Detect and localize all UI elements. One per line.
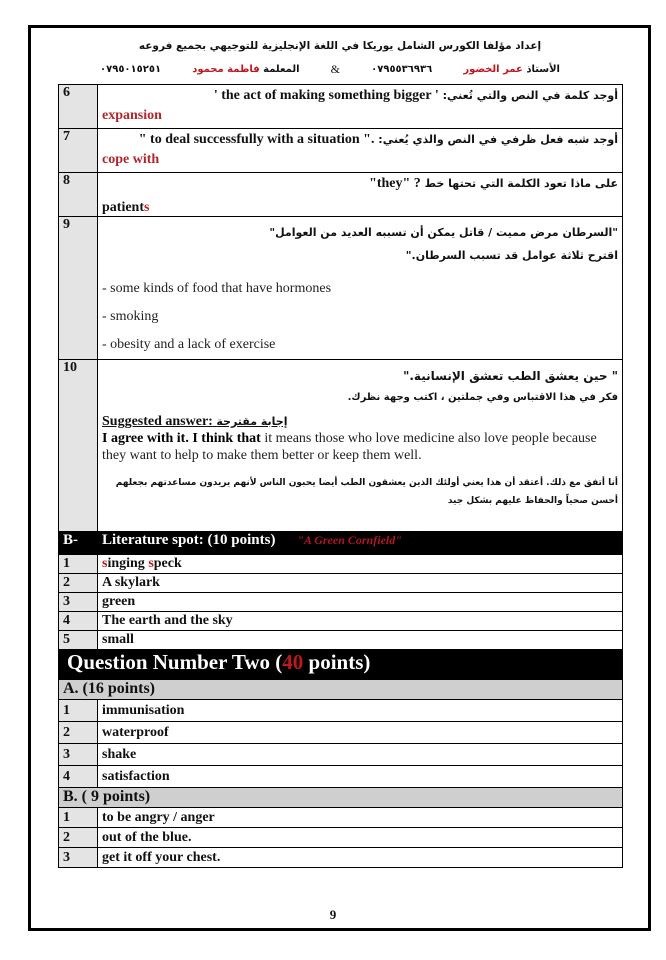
part-a-label: A. (16 points) — [59, 680, 623, 700]
item-answer: waterproof — [98, 722, 623, 744]
literature-row — [59, 574, 623, 593]
item-number: 2 — [59, 828, 98, 848]
question-two-title — [59, 650, 623, 680]
answer-item: - obesity and a lack of exercise — [102, 337, 276, 352]
answer-main: patient — [102, 200, 144, 215]
part-a-row — [59, 722, 623, 744]
prompt-en: " to deal successfully with a situation ". — [138, 132, 375, 147]
suggested-label-ar: إجابة مقترحة — [216, 415, 288, 428]
literature-title-cell — [98, 532, 623, 555]
red-letter: s — [148, 556, 154, 571]
question-number: 7 — [59, 129, 98, 173]
part-a-row — [59, 700, 623, 722]
prompt-ar: على ماذا تعود الكلمة التي تحتها خط — [424, 177, 618, 190]
teacher-1 — [463, 64, 560, 75]
teacher-2-name: فاطمة محمود — [192, 64, 260, 75]
teacher-1-title: الأستاذ — [526, 64, 560, 75]
item-answer: to be angry / anger — [98, 808, 623, 828]
prompt-ar-1: " حين يعشق الطب تعشق الإنسانية." — [403, 369, 618, 383]
item-number: 4 — [59, 766, 98, 788]
prompt-ar: أوجد كلمة في النص والتي تُعني: — [442, 89, 618, 102]
ampersand: & — [330, 62, 341, 76]
literature-row — [59, 612, 623, 631]
part-b-row — [59, 808, 623, 828]
question-row — [59, 217, 623, 360]
teacher-2-title: المعلمة — [263, 64, 300, 75]
question-number: 8 — [59, 173, 98, 217]
prompt-en: "they" ? — [369, 176, 421, 191]
item-answer: The earth and the sky — [98, 612, 623, 631]
teacher-1-name: عمر الخضور — [463, 64, 523, 75]
item-answer: A skylark — [98, 574, 623, 593]
part-a-header — [59, 680, 623, 700]
part-b-row — [59, 848, 623, 868]
title-pre: Question Number Two ( — [67, 650, 283, 674]
question-prompt — [102, 132, 618, 148]
question-row — [59, 85, 623, 129]
answer-part: inging — [107, 556, 149, 571]
question-cell — [98, 85, 623, 129]
question-number: 9 — [59, 217, 98, 360]
item-answer: satisfaction — [98, 766, 623, 788]
item-number: 3 — [59, 744, 98, 766]
item-answer: out of the blue. — [98, 828, 623, 848]
question-row — [59, 129, 623, 173]
section-label: B- — [59, 532, 98, 555]
item-number: 1 — [59, 808, 98, 828]
answer-item: - some kinds of food that have hormones — [102, 281, 332, 296]
prompt-ar-2: اقترح ثلاثة عوامل قد تسبب السرطان." — [405, 249, 618, 262]
header-line-2 — [100, 62, 560, 77]
literature-header — [59, 532, 623, 555]
answer-ar: أنا أتفق مع ذلك. أعتقد أن هذا يعني أولئك الذين يعشقون الطب أيضا يحبون الناس لأنهم يريدون مساعدتهم بجعلهم أحسن صحياً والحفاظ عليهم بشكل جيد — [115, 478, 618, 506]
red-letter: s — [102, 556, 108, 571]
suggested-answer-text — [102, 430, 618, 464]
item-answer — [98, 555, 623, 574]
header-line-1: إعداد مؤلفا الكورس الشامل يوريكا في اللغة الإنجليزية للتوجيهي بجميع فروعه — [138, 40, 542, 52]
teacher-2-phone: ٠٧٩٥٠١٥٢٥١ — [100, 64, 162, 75]
answer-rest: it means those who love medicine also love people because they want to help to make them better or keep them well. — [102, 431, 597, 463]
answer-bold: I agree with it. I think that — [102, 431, 261, 446]
part-b-row — [59, 828, 623, 848]
item-number: 3 — [59, 593, 98, 612]
item-number: 4 — [59, 612, 98, 631]
prompt-en: ' the act of making something bigger ' — [213, 88, 439, 103]
page-number: 9 — [329, 907, 337, 922]
teacher-2 — [192, 64, 299, 75]
answer: expansion — [102, 108, 162, 123]
part-a-row — [59, 766, 623, 788]
item-answer: immunisation — [98, 700, 623, 722]
item-answer: get it off your chest. — [98, 848, 623, 868]
answer-item: - smoking — [102, 309, 159, 324]
item-number: 2 — [59, 574, 98, 593]
answer — [102, 198, 618, 216]
suggested-answer-label — [102, 414, 618, 430]
prompt-ar-1: "السرطان مرض مميت / قاتل يمكن أن تسببه العديد من العوامل" — [269, 226, 618, 239]
teacher-1-phone: ٠٧٩٥٥٣٦٩٣٦ — [371, 64, 433, 75]
title-points: 40 — [282, 650, 304, 674]
part-b-label: B. ( 9 points) — [59, 788, 623, 808]
item-number: 1 — [59, 555, 98, 574]
question-cell — [98, 173, 623, 217]
answer-part: peck — [153, 556, 182, 571]
part-b-header — [59, 788, 623, 808]
prompt-ar-2: فكر في هذا الاقتباس وفي جملتين ، اكتب وجهة نظرك. — [347, 392, 618, 403]
item-answer: green — [98, 593, 623, 612]
answer: cope with — [102, 152, 160, 167]
literature-title: Literature spot: (10 points) — [102, 532, 276, 548]
item-number: 3 — [59, 848, 98, 868]
item-answer: shake — [98, 744, 623, 766]
question-cell — [98, 129, 623, 173]
literature-row — [59, 631, 623, 650]
literature-row — [59, 555, 623, 574]
question-number: 10 — [59, 360, 98, 532]
question-prompt — [102, 88, 618, 104]
question-cell — [98, 217, 623, 360]
question-cell — [98, 360, 623, 532]
question-row — [59, 173, 623, 217]
answer-list — [102, 275, 618, 359]
question-two-header — [59, 650, 623, 680]
answer-key-table — [58, 84, 623, 868]
prompt-ar: أوجد شبه فعل ظرفي في النص والذي يُعني: — [378, 133, 618, 146]
literature-row — [59, 593, 623, 612]
answer-suffix: s — [144, 200, 150, 215]
item-number: 2 — [59, 722, 98, 744]
question-prompt — [102, 176, 618, 192]
item-number: 1 — [59, 700, 98, 722]
part-a-row — [59, 744, 623, 766]
question-row — [59, 360, 623, 532]
title-post: points) — [303, 650, 371, 674]
question-number: 6 — [59, 85, 98, 129]
suggested-label-en: Suggested answer: — [102, 414, 213, 429]
item-answer: small — [98, 631, 623, 650]
item-number: 5 — [59, 631, 98, 650]
poem-title: "A Green Cornfield" — [297, 533, 402, 547]
